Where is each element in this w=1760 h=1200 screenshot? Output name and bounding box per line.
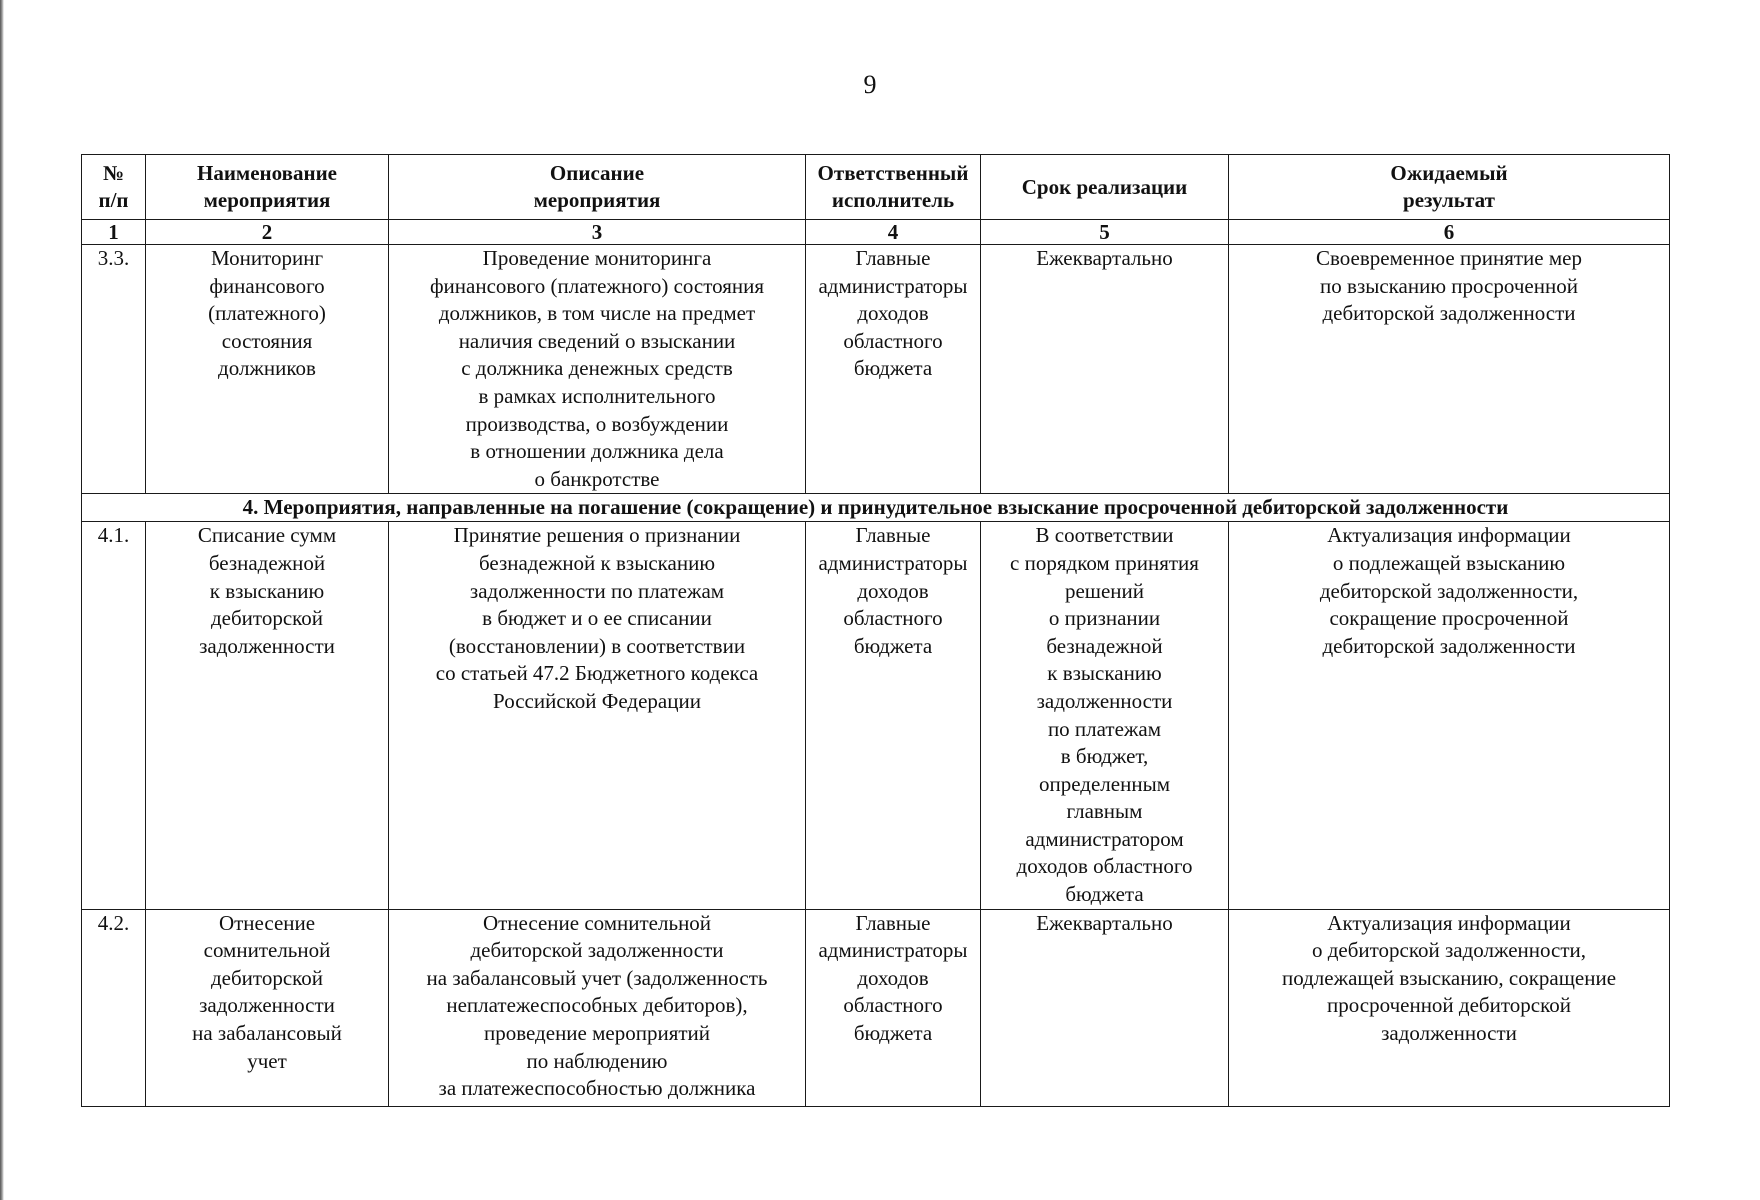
header-number: № п/п <box>82 155 146 220</box>
measure-name: Мониторинг финансового (платежного) состояния должников <box>146 245 389 494</box>
measure-term: Ежеквартально <box>981 245 1229 494</box>
measure-term: В соответствии с порядком принятия решений о признании безнадежной к взысканию задолженности по платежам в бюджет, определенным главным администратором доходов областного бюджета <box>981 522 1229 909</box>
table-row <box>82 522 1670 909</box>
measure-description: Принятие решения о признании безнадежной к взысканию задолженности по платежам в бюджет и о ее списании (восстановлении) в соответствии со статьей 47.2 Бюджетного кодекса Российской Федерации <box>389 522 806 909</box>
measure-term: Ежеквартально <box>981 909 1229 1106</box>
measure-name: Списание сумм безнадежной к взысканию дебиторской задолженности <box>146 522 389 909</box>
scan-edge-artifact <box>0 0 4 1200</box>
column-number-4: 4 <box>806 220 981 245</box>
measure-description: Проведение мониторинга финансового (платежного) состояния должников, в том числе на предмет наличия сведений о взыскании с должника денежных средств в рамках исполнительного производства, о возбуждении в отношении должника дела о банкротстве <box>389 245 806 494</box>
table-row <box>82 245 1670 494</box>
measures-table <box>81 154 1670 1107</box>
row-number: 4.1. <box>82 522 146 909</box>
table-header-row <box>82 155 1670 220</box>
measure-executor: Главные администраторы доходов областного бюджета <box>806 245 981 494</box>
header-executor: Ответственный исполнитель <box>806 155 981 220</box>
column-number-2: 2 <box>146 220 389 245</box>
column-number-1: 1 <box>82 220 146 245</box>
column-number-6: 6 <box>1229 220 1670 245</box>
row-number: 4.2. <box>82 909 146 1106</box>
measure-result: Актуализация информации о дебиторской задолженности, подлежащей взысканию, сокращение просроченной дебиторской задолженности <box>1229 909 1670 1106</box>
column-number-row <box>82 220 1670 245</box>
measure-name: Отнесение сомнительной дебиторской задолженности на забалансовый учет <box>146 909 389 1106</box>
header-description: Описание мероприятия <box>389 155 806 220</box>
header-term: Срок реализации <box>981 155 1229 220</box>
section-title-row <box>82 494 1670 522</box>
header-name: Наименование мероприятия <box>146 155 389 220</box>
row-number: 3.3. <box>82 245 146 494</box>
table-row <box>82 909 1670 1106</box>
section-4-title: 4. Мероприятия, направленные на погашение (сокращение) и принудительное взыскание просроченной дебиторской задолженности <box>82 494 1670 522</box>
column-number-3: 3 <box>389 220 806 245</box>
measure-result: Актуализация информации о подлежащей взысканию дебиторской задолженности, сокращение просроченной дебиторской задолженности <box>1229 522 1670 909</box>
measure-executor: Главные администраторы доходов областного бюджета <box>806 522 981 909</box>
column-number-5: 5 <box>981 220 1229 245</box>
measure-result: Своевременное принятие мер по взысканию просроченной дебиторской задолженности <box>1229 245 1670 494</box>
header-result: Ожидаемый результат <box>1229 155 1670 220</box>
measure-executor: Главные администраторы доходов областного бюджета <box>806 909 981 1106</box>
measure-description: Отнесение сомнительной дебиторской задолженности на забалансовый учет (задолженность неплатежеспособных дебиторов), проведение мероприятий по наблюдению за платежеспособностью должника <box>389 909 806 1106</box>
page-number: 9 <box>863 70 877 99</box>
